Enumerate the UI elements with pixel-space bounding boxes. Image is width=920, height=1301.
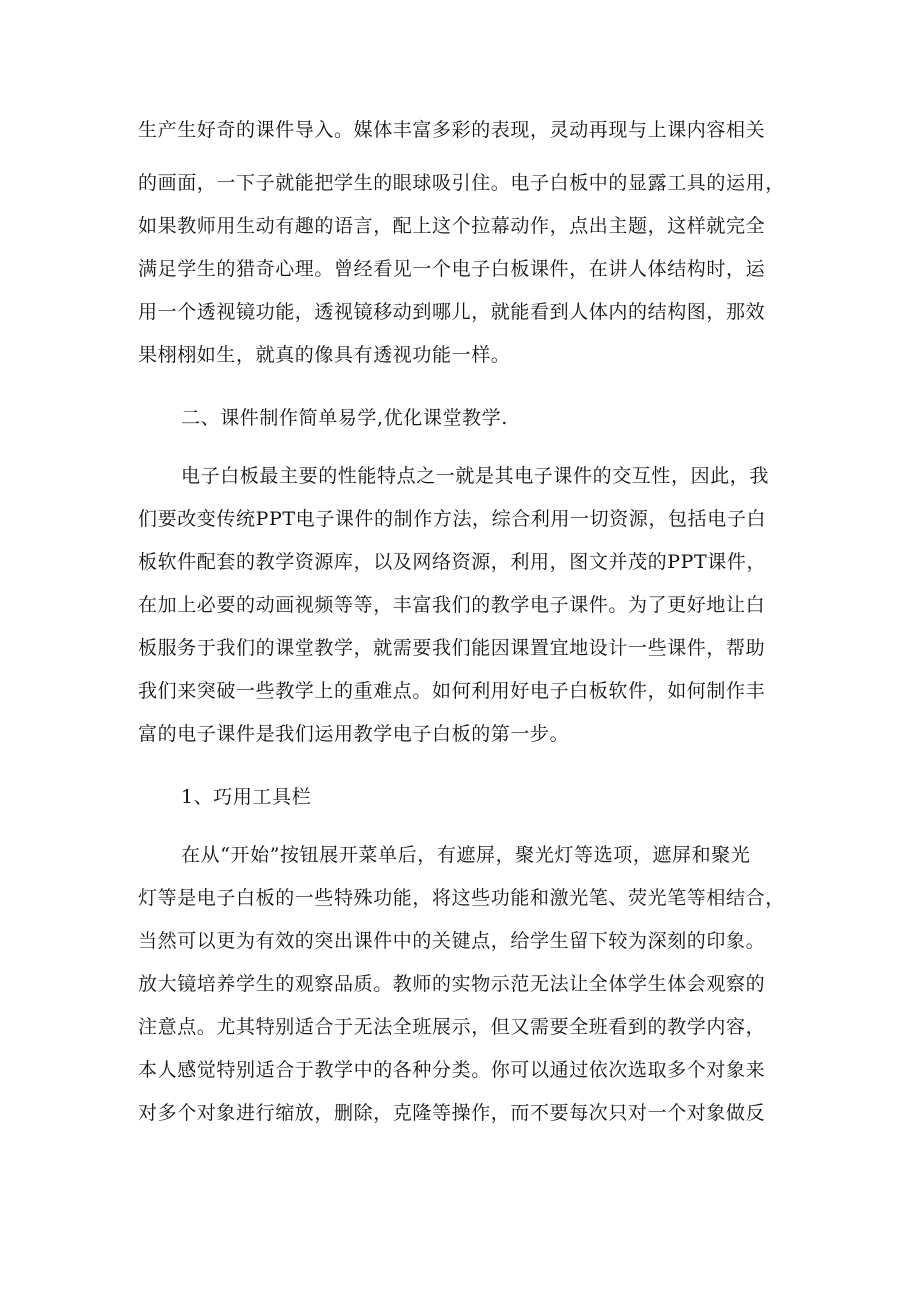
text-line: 板软件配套的教学资源库，以及网络资源，利用，图文并茂的PPT课件， — [138, 551, 767, 573]
text-line: 果栩栩如生，就真的像具有透视功能一样。 — [138, 344, 511, 366]
subsection-heading: 1、巧用工具栏 — [181, 786, 312, 808]
text-line: 当然可以更为有效的突出课件中的关键点，给学生留下较为深刻的印象。 — [138, 930, 766, 952]
paragraph-first-line: 在从“开始”按钮展开菜单后，有遮屏，聚光灯等选项，遮屏和聚光 — [181, 844, 751, 866]
text-line: 们要改变传统PPT电子课件的制作方法，综合利用一切资源，包括电子白 — [138, 508, 767, 530]
text-line: 对多个对象进行缩放，删除，克隆等操作，而不要每次只对一个对象做反 — [138, 1102, 766, 1124]
text-line: 板服务于我们的课堂教学，就需要我们能因课置宜地设计一些课件，帮助 — [138, 637, 766, 659]
text-line: 的画面，一下子就能把学生的眼球吸引住。电子白板中的显露工具的运用， — [138, 172, 785, 194]
text-line: 用一个透视镜功能，透视镜移动到哪儿，就能看到人体内的结构图，那效 — [138, 301, 766, 323]
text-line: 生产生好奇的课件导入。媒体丰富多彩的表现，灵动再现与上课内容相关 — [138, 119, 766, 141]
text-line: 注意点。尤其特别适合于无法全班展示，但又需要全班看到的教学内容， — [138, 1016, 766, 1038]
text-line: 本人感觉特别适合于教学中的各种分类。你可以通过依次选取多个对象来 — [138, 1059, 766, 1081]
text-line: 如果教师用生动有趣的语言，配上这个拉幕动作，点出主题，这样就完全 — [138, 215, 766, 237]
section-heading: 二、课件制作简单易学,优化课堂教学. — [181, 407, 508, 429]
text-line: 在加上必要的动画视频等等，丰富我们的教学电子课件。为了更好地让白 — [138, 594, 766, 616]
text-line: 富的电子课件是我们运用教学电子白板的第一步。 — [138, 723, 570, 745]
text-line: 我们来突破一些教学上的重难点。如何利用好电子白板软件，如何制作丰 — [138, 680, 766, 702]
text-line: 放大镜培养学生的观察品质。教师的实物示范无法让全体学生体会观察的 — [138, 973, 766, 995]
paragraph-first-line: 电子白板最主要的性能特点之一就是其电子课件的交互性，因此，我 — [181, 465, 770, 487]
text-line: 灯等是电子白板的一些特殊功能，将这些功能和激光笔、荧光笔等相结合， — [138, 887, 785, 909]
text-line: 满足学生的猎奇心理。曾经看见一个电子白板课件，在讲人体结构时，运 — [138, 258, 766, 280]
